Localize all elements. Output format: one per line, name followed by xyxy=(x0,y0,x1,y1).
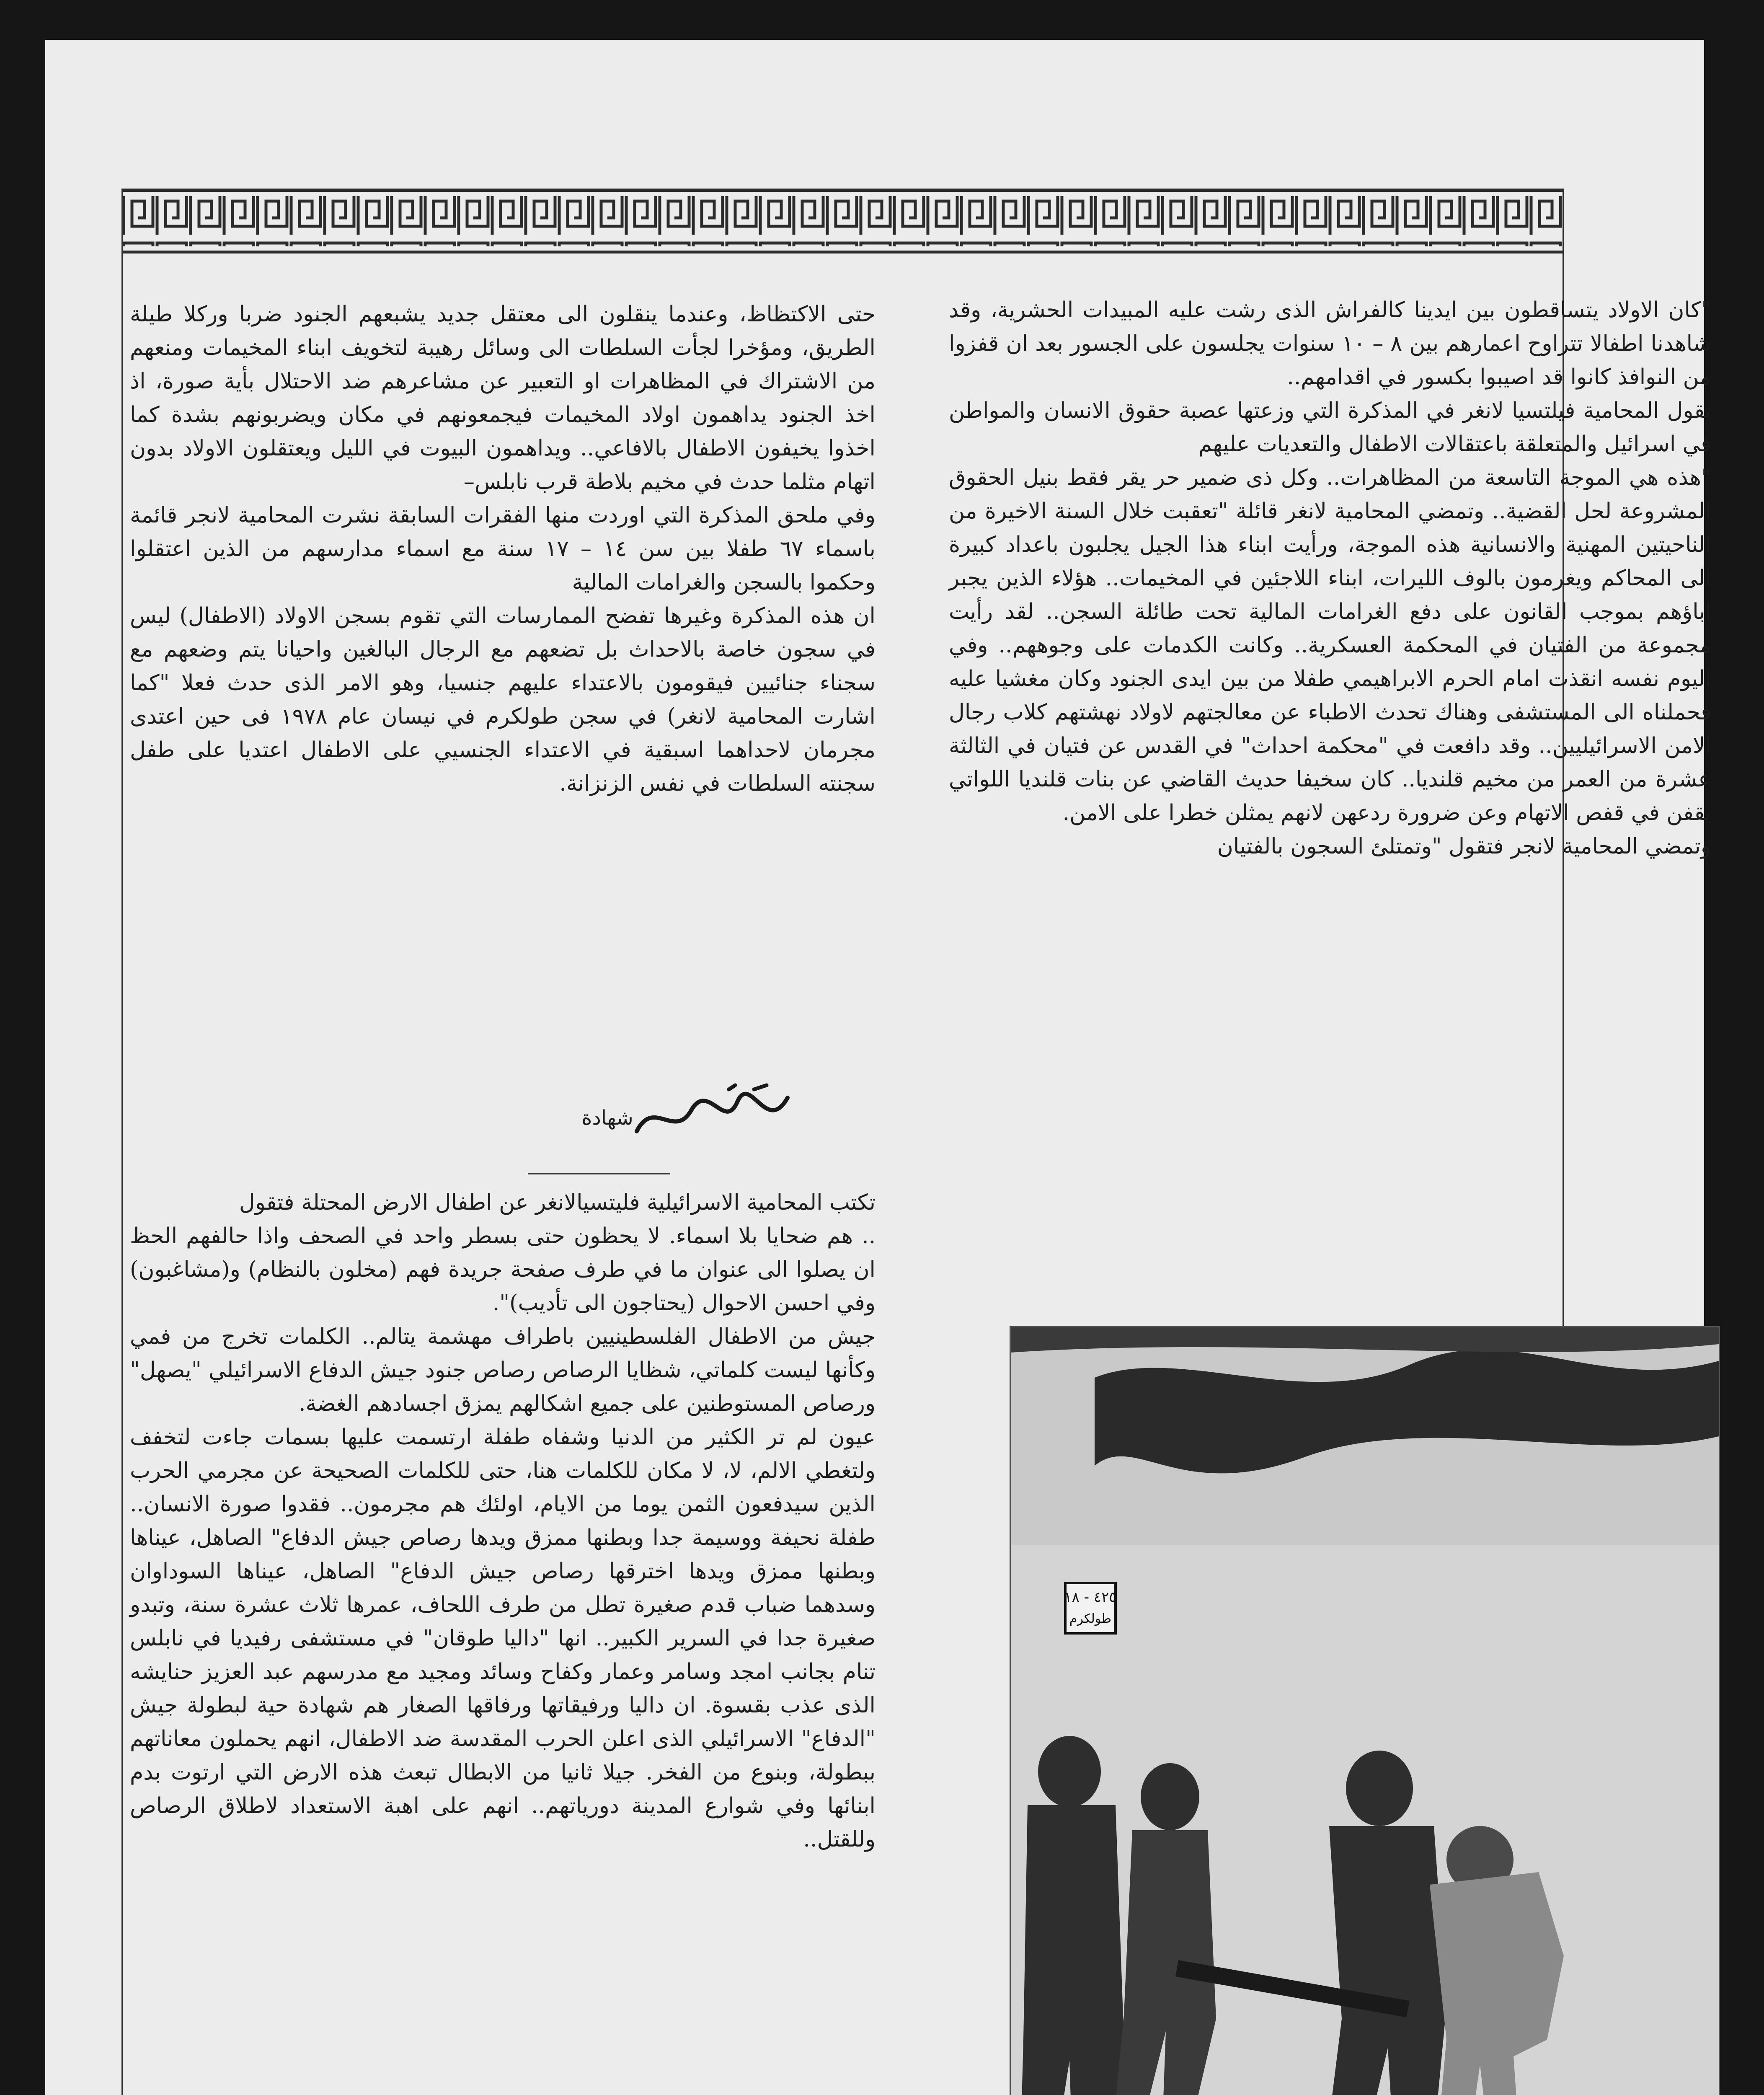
article-left-column-bottom: تكتب المحامية الاسرائيلية فليتسيالانغر عن اطفال الارض المحتلة فتقول .. هم ضحايا بلا اسماء. لا يحظون حتى بسطر واحد في الصحف واذا حالفهم الحظ ان يصلوا الى عنوان ما في طرف صفحة جريدة فهم (مخلون بالنظام) و(مشاغبون) وفي احسن الاحوال (يحتاجون الى تأديب)". جيش من الاطفال الفلسطينيين باطراف مهشمة يتالم.. الكلمات تخرج من فمي وكأنها ليست كلماتي، شظايا الرصاص رصاص جنود جيش الدفاع الاسرائيلي "يصهل" ورصاص المستوطنين على جميع اشكالهم يمزق اجسادهم الغضة. عيون لم تر الكثير من الدنيا وشفاه طفلة ارتسمت عليها بسمات جاءت لتخفف ولتغطي الالم، لا، لا مكان للكلمات هنا، حتى للكلمات الصحيحة عن مجرمي الحرب الذين سيدفعون الثمن يوما من الايام، اولئك هم مجرمون.. فقدوا صورة الانسان.. طفلة نحيفة ووسيمة جدا وبطنها ممزق ويدها رصاص جيش الدفاع" الصاهل، عيناها وبطنها ممزق ويدها اخترقها رصاص جيش الدفاع" الصاهل، عيناها السوداوان وسدهما ضباب قدم صغيرة تطل من طرف اللحاف، عمرها ثلاث عشرة سنة، وتبدو صغيرة جدا في السرير الكبير.. انها "داليا طوقان" في مستشفى رفيديا في نابلس تنام بجانب امجد وسامر وعمار وكفاح وسائد ومجيد مع مدرسهم عبد العزيز حنايشه الذى عذب بقسوة. ان داليا ورفيقاتها ورفاقها الصغار هم شهادة حية لبطولة جيش "الدفاع" الاسرائيلي الذى اعلن الحرب المقدسة ضد الاطفال، انهم يحملون معاناتهم ببطولة، وبنوع من الفخر. جيلا ثانيا من الابطال تبعث هذه الارض التي ارتوت بدم ابنائها وفي شوارع المدينة دورياتهم.. انهم على اهبة الاستعداد لاطلاق الرصاص وللقتل.. xyxy=(130,1190,876,1852)
article-frame-left-rule xyxy=(121,189,123,2095)
news-photo-soldiers xyxy=(1010,1326,1720,2095)
article-left-column-top: حتى الاكتظاظ، وعندما ينقلون الى معتقل جديد يشبعهم الجنود ضربا وركلا طيلة الطريق، ومؤخرا لجأت السلطات الى وسائل رهيبة لتخويف ابناء المخيمات ومنعهم من الاشتراك في المظاهرات او التعبير عن مشاعرهم ضد الاحتلال بأية صورة، اذ اخذ الجنود يداهمون اولاد المخيمات فيجمعونهم في مكان ويضربونهم بشدة كما اخذوا يخيفون الاطفال بالافاعي.. ويداهمون البيوت في الليل ويعتقلون الاولاد بدون اتهام مثلما حدث في مخيم بلاطة قرب نابلس– وفي ملحق المذكرة التي اوردت منها الفقرات السابقة نشرت المحامية لانجر قائمة باسماء ٦٧ طفلا بين سن ١٤ – ١٧ سنة مع اسماء مدارسهم من الذين اعتقلوا وحكموا بالسجن والغرامات المالية ان هذه المذكرة وغيرها تفضح الممارسات التي تقوم بسجن الاولاد (الاطفال) ليس في سجون خاصة بالاحداث بل تضعهم مع الرجال البالغين واحيانا يتم وضعهم مع سجناء جنائيين فيقومون بالاعتداء عليهم جنسيا، وهو الامر الذى حدث فعلا "كما اشارت المحامية لانغر) في سجن طولكرم في نيسان عام ١٩٧٨ فى حين اعتدى مجرمان لاحداهما اسبقية في الاعتداء الجنسيي على الاطفال اعتديا على طفل سجنته السلطات في نفس الزنزانة. xyxy=(130,302,876,796)
section-heading: شهادة xyxy=(581,1106,633,1130)
article-right-column: "كان الاولاد يتساقطون بين ايدينا كالفراش الذى رشت عليه المبيدات الحشرية، وقد شاهدنا اطفالا تتراوح اعمارهم بين ٨ – ١٠ سنوات يجلسون على الجسور بعد ان قفزوا من النوافذ كانوا قد اصيبوا بكسور في اقدامهم.. تقول المحامية فيلتسيا لانغر في المذكرة التي وزعتها عصبة حقوق الانسان والمواطن في اسرائيل والمتعلقة باعتقالات الاطفال والتعديات عليهم "هذه هي الموجة التاسعة من المظاهرات.. وكل ذى ضمير حر يقر فقط بنيل الحقوق المشروعة لحل القضية.. وتمضي المحامية لانغر قائلة "تعقبت خلال السنة الاخيرة من الناحيتين المهنية والانسانية هذه الموجة، ورأيت ابناء هذا الجيل يجلبون باعداد كبيرة الى المحاكم ويغرمون بالوف الليرات، ابناء اللاجئين في المخيمات.. هؤلاء الذين يجبر اباؤهم بموجب القانون على دفع الغرامات المالية تحت طائلة السجن.. لقد رأيت مجموعة من الفتيان في المحكمة العسكرية.. وكانت الكدمات على وجوههم.. وفي اليوم نفسه انقذت امام الحرم الابراهيمي طفلا من بين ايدى الجنود وكان مغشيا عليه فحملناه الى المستشفى وهناك تحدث الاطباء عن معالجتهم لاولاد نهشتهم كلاب رجال الامن الاسرائيليين.. وقد دافعت في "محكمة احداث" في القدس عن فتيان في الثالثة عشرة من العمر من مخيم قلنديا.. كان سخيفا حديث القاضي عن بنات قلنديا اللواتي يقفن في قفص الاتهام وعن ضرورة ردعهن لانهم يمثلن خطرا على الامن. وتمضي المحامية لانجر فتقول "وتمتلئ السجون بالفتيان xyxy=(949,297,1711,859)
photo-sign: ٤٢٥ - ١٨ xyxy=(1064,1589,1117,1606)
heading-underline xyxy=(528,1173,670,1174)
photo-sign-text: طولكرم xyxy=(1069,1611,1112,1626)
